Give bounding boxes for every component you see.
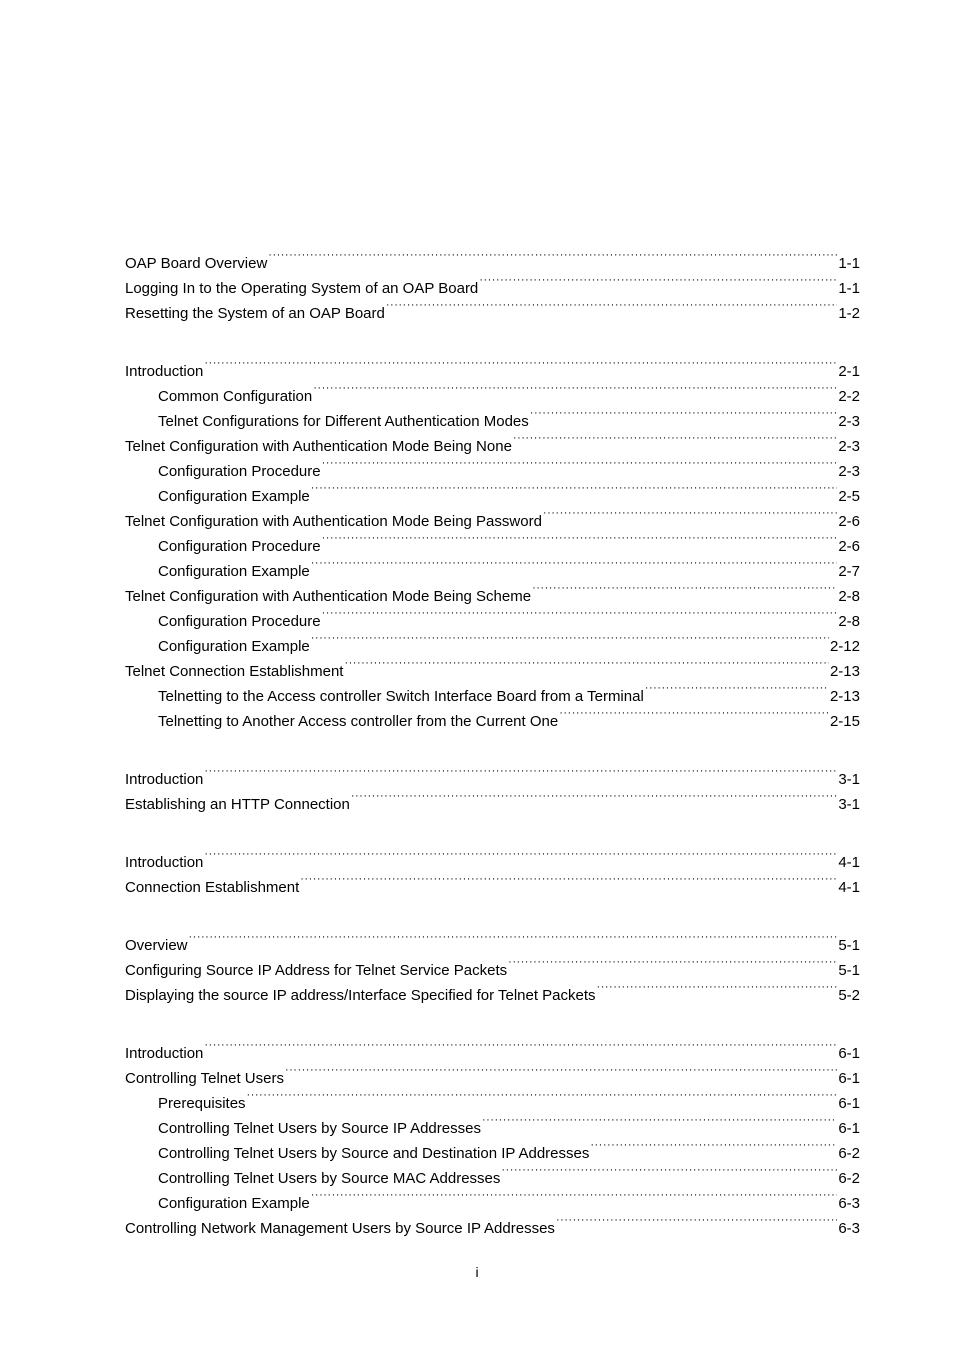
- dot-leader: [204, 1033, 837, 1058]
- dot-leader: [508, 950, 837, 975]
- toc-entry-page: 2-13: [829, 688, 860, 705]
- toc-entry-page: 2-6: [838, 538, 860, 555]
- dot-leader: [559, 701, 829, 726]
- dot-leader: [501, 1158, 837, 1183]
- dot-leader: [513, 426, 837, 451]
- toc-entry[interactable]: [125, 376, 860, 405]
- toc-entry[interactable]: [125, 950, 860, 979]
- toc-entry[interactable]: [125, 243, 860, 272]
- toc-section: [125, 925, 860, 1004]
- toc-entry-page: 2-8: [838, 588, 860, 605]
- page-number: i: [475, 1264, 479, 1280]
- toc-entry-page: 2-3: [838, 463, 860, 480]
- dot-leader: [268, 243, 837, 268]
- toc-entry-page: 2-2: [838, 388, 860, 405]
- toc-entry-title: Controlling Telnet Users: [125, 1070, 284, 1087]
- toc-entry-title: Telnet Configuration with Authentication Mode Being Scheme: [125, 588, 532, 605]
- toc-entry-title: Configuring Source IP Address for Telnet Service Packets: [125, 962, 508, 979]
- dot-leader: [556, 1208, 837, 1233]
- dot-leader: [204, 842, 837, 867]
- dot-leader: [645, 676, 829, 701]
- toc-section: [125, 351, 860, 730]
- toc-entry-title: Controlling Telnet Users by Source IP Addresses: [158, 1120, 481, 1137]
- toc-section: [125, 243, 860, 322]
- toc-entry-page: 6-1: [838, 1120, 860, 1137]
- dot-leader: [189, 925, 838, 950]
- toc-entry-title: Introduction: [125, 771, 204, 788]
- toc-entry-page: 2-15: [829, 713, 860, 730]
- toc-entry-title: Controlling Telnet Users by Source MAC Addresses: [158, 1170, 501, 1187]
- toc-entry-title: Telnet Configuration with Authentication Mode Being None: [125, 438, 512, 455]
- dot-leader: [344, 651, 829, 676]
- toc-entry-title: Telnetting to the Access controller Switch Interface Board from a Terminal: [158, 688, 644, 705]
- toc-entry-page: 6-3: [838, 1195, 860, 1212]
- dot-leader: [247, 1083, 838, 1108]
- dot-leader: [597, 975, 838, 1000]
- toc-entry-page: 3-1: [838, 796, 860, 813]
- toc-entry[interactable]: [125, 925, 860, 954]
- toc-entry-title: Resetting the System of an OAP Board: [125, 305, 385, 322]
- toc-entry-page: 2-5: [838, 488, 860, 505]
- toc-entry[interactable]: [125, 784, 860, 813]
- dot-leader: [322, 451, 838, 476]
- table-of-contents: [125, 243, 860, 1237]
- dot-leader: [311, 476, 838, 501]
- dot-leader: [532, 576, 837, 601]
- dot-leader: [204, 351, 837, 376]
- toc-entry-page: 1-1: [838, 255, 860, 272]
- dot-leader: [386, 293, 837, 318]
- toc-entry-title: Establishing an HTTP Connection: [125, 796, 350, 813]
- toc-entry-page: 2-12: [829, 638, 860, 655]
- toc-entry-page: 6-2: [838, 1170, 860, 1187]
- toc-entry-title: Telnet Connection Establishment: [125, 663, 344, 680]
- toc-entry-title: Introduction: [125, 363, 204, 380]
- toc-entry-page: 5-2: [838, 987, 860, 1004]
- dot-leader: [482, 1108, 837, 1133]
- dot-leader: [285, 1058, 837, 1083]
- dot-leader: [479, 268, 837, 293]
- dot-leader: [322, 526, 838, 551]
- toc-entry[interactable]: [125, 1033, 860, 1062]
- toc-entry[interactable]: [125, 351, 860, 380]
- toc-entry-title: Introduction: [125, 854, 204, 871]
- dot-leader: [322, 601, 838, 626]
- toc-entry[interactable]: [125, 759, 860, 788]
- toc-entry-title: Telnetting to Another Access controller from the Current One: [158, 713, 559, 730]
- toc-entry-page: 1-1: [838, 280, 860, 297]
- toc-entry-title: Common Configuration: [158, 388, 313, 405]
- toc-entry-title: Overview: [125, 937, 188, 954]
- toc-entry-page: 6-2: [838, 1145, 860, 1162]
- toc-section: [125, 842, 860, 896]
- toc-entry-title: Prerequisites: [158, 1095, 246, 1112]
- toc-section: [125, 1033, 860, 1237]
- dot-leader: [351, 784, 837, 809]
- toc-entry-title: Controlling Network Management Users by Source IP Addresses: [125, 1220, 555, 1237]
- toc-entry-title: Telnet Configurations for Different Authentication Modes: [158, 413, 529, 430]
- toc-entry-page: 4-1: [838, 854, 860, 871]
- dot-leader: [590, 1133, 837, 1158]
- toc-entry-page: 5-1: [838, 937, 860, 954]
- toc-entry[interactable]: [125, 867, 860, 896]
- toc-entry-page: 6-1: [838, 1045, 860, 1062]
- toc-section: [125, 759, 860, 813]
- toc-entry-title: Displaying the source IP address/Interface Specified for Telnet Packets: [125, 987, 596, 1004]
- dot-leader: [313, 376, 837, 401]
- toc-entry-page: 3-1: [838, 771, 860, 788]
- dot-leader: [204, 759, 837, 784]
- toc-entry[interactable]: [125, 842, 860, 871]
- dot-leader: [300, 867, 837, 892]
- toc-entry-title: OAP Board Overview: [125, 255, 268, 272]
- toc-entry-page: 5-1: [838, 962, 860, 979]
- toc-entry-page: 2-3: [838, 413, 860, 430]
- toc-entry-page: 2-13: [829, 663, 860, 680]
- toc-entry-page: 2-6: [838, 513, 860, 530]
- toc-entry-page: 2-8: [838, 613, 860, 630]
- dot-leader: [543, 501, 837, 526]
- toc-entry[interactable]: [125, 1058, 860, 1087]
- toc-entry-title: Telnet Configuration with Authentication Mode Being Password: [125, 513, 542, 530]
- toc-entry-title: Configuration Example: [158, 638, 310, 655]
- toc-entry-title: Controlling Telnet Users by Source and Destination IP Addresses: [158, 1145, 590, 1162]
- toc-entry-title: Connection Establishment: [125, 879, 300, 896]
- dot-leader: [311, 551, 838, 576]
- toc-entry-title: Logging In to the Operating System of an OAP Board: [125, 280, 479, 297]
- dot-leader: [530, 401, 838, 426]
- toc-entry-page: 6-1: [838, 1095, 860, 1112]
- toc-entry-title: Configuration Procedure: [158, 613, 321, 630]
- toc-entry-title: Configuration Procedure: [158, 463, 321, 480]
- toc-entry-title: Configuration Example: [158, 488, 310, 505]
- toc-entry-title: Introduction: [125, 1045, 204, 1062]
- toc-entry-title: Configuration Procedure: [158, 538, 321, 555]
- toc-entry-page: 4-1: [838, 879, 860, 896]
- toc-entry-page: 2-7: [838, 563, 860, 580]
- toc-entry-title: Configuration Example: [158, 563, 310, 580]
- toc-entry-page: 2-1: [838, 363, 860, 380]
- dot-leader: [311, 626, 829, 651]
- toc-entry-page: 2-3: [838, 438, 860, 455]
- toc-entry-page: 6-3: [838, 1220, 860, 1237]
- toc-entry-page: 6-1: [838, 1070, 860, 1087]
- dot-leader: [311, 1183, 838, 1208]
- toc-entry-title: Configuration Example: [158, 1195, 310, 1212]
- toc-entry-page: 1-2: [838, 305, 860, 322]
